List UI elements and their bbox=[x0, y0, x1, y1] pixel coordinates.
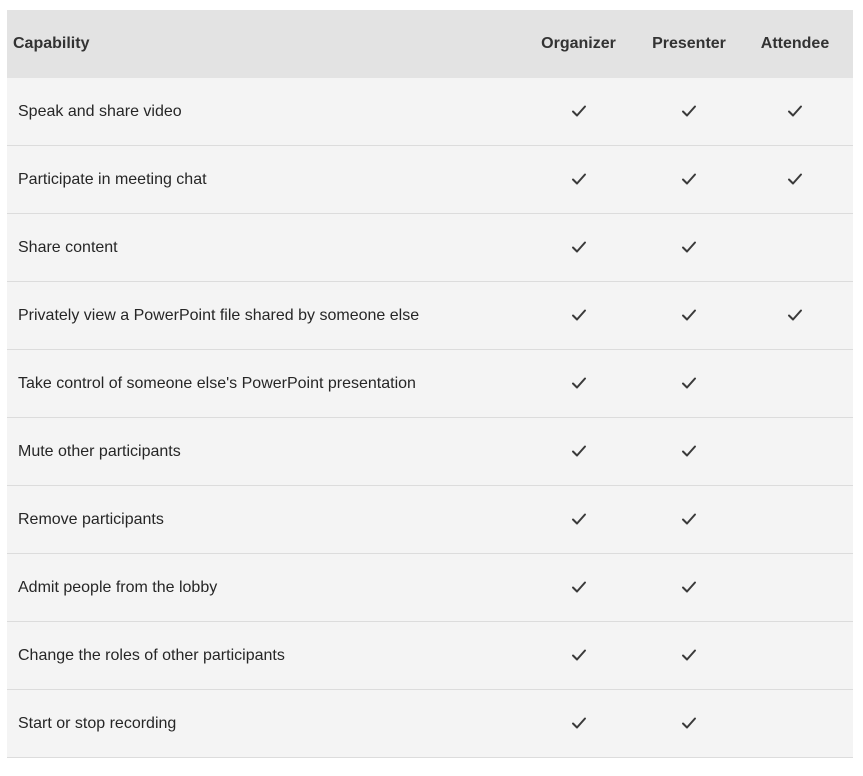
capability-cell: Speak and share video bbox=[18, 102, 182, 120]
capability-cell: Take control of someone else's PowerPoint presentation bbox=[18, 374, 416, 392]
checkmark-icon bbox=[570, 510, 588, 528]
checkmark-icon bbox=[570, 442, 588, 460]
table-row bbox=[7, 350, 853, 418]
checkmark-icon bbox=[680, 102, 698, 120]
checkmark-icon bbox=[680, 374, 698, 392]
capability-cell: Start or stop recording bbox=[18, 714, 177, 732]
attendee-cell bbox=[737, 102, 853, 122]
checkmark-icon bbox=[786, 170, 804, 188]
organizer-cell bbox=[516, 238, 641, 258]
table-row bbox=[7, 418, 853, 486]
checkmark-icon bbox=[570, 238, 588, 256]
organizer-cell bbox=[516, 102, 641, 122]
checkmark-icon bbox=[680, 510, 698, 528]
presenter-cell bbox=[641, 306, 737, 326]
presenter-cell bbox=[641, 442, 737, 462]
header-organizer: Organizer bbox=[541, 35, 616, 52]
table-row bbox=[7, 690, 853, 758]
presenter-cell bbox=[641, 714, 737, 734]
header-attendee: Attendee bbox=[760, 35, 830, 52]
table-header bbox=[7, 10, 853, 78]
table-row bbox=[7, 622, 853, 690]
presenter-cell bbox=[641, 102, 737, 122]
organizer-cell bbox=[516, 646, 641, 666]
table-row bbox=[7, 214, 853, 282]
capability-cell: Admit people from the lobby bbox=[18, 578, 218, 596]
organizer-cell bbox=[516, 510, 641, 530]
presenter-cell bbox=[641, 238, 737, 258]
checkmark-icon bbox=[680, 646, 698, 664]
checkmark-icon bbox=[570, 306, 588, 324]
checkmark-icon bbox=[680, 714, 698, 732]
presenter-cell bbox=[641, 374, 737, 394]
capability-cell: Change the roles of other participants bbox=[18, 646, 285, 664]
organizer-cell bbox=[516, 374, 641, 394]
organizer-cell bbox=[516, 578, 641, 598]
table-row bbox=[7, 554, 853, 622]
organizer-cell bbox=[516, 306, 641, 326]
organizer-cell bbox=[516, 714, 641, 734]
attendee-cell bbox=[737, 170, 853, 190]
presenter-cell bbox=[641, 646, 737, 666]
capability-cell: Participate in meeting chat bbox=[18, 170, 207, 188]
checkmark-icon bbox=[680, 442, 698, 460]
presenter-cell bbox=[641, 170, 737, 190]
checkmark-icon bbox=[570, 374, 588, 392]
table-row bbox=[7, 282, 853, 350]
checkmark-icon bbox=[680, 578, 698, 596]
permissions-table bbox=[7, 10, 853, 758]
organizer-cell bbox=[516, 170, 641, 190]
table-body bbox=[7, 78, 853, 758]
checkmark-icon bbox=[570, 646, 588, 664]
checkmark-icon bbox=[680, 306, 698, 324]
checkmark-icon bbox=[570, 578, 588, 596]
checkmark-icon bbox=[680, 238, 698, 256]
header-capability: Capability bbox=[13, 35, 90, 52]
checkmark-icon bbox=[570, 714, 588, 732]
presenter-cell bbox=[641, 510, 737, 530]
table-row bbox=[7, 146, 853, 214]
header-presenter: Presenter bbox=[652, 35, 726, 52]
capability-cell: Mute other participants bbox=[18, 442, 181, 460]
checkmark-icon bbox=[786, 306, 804, 324]
table-row bbox=[7, 78, 853, 146]
capability-cell: Share content bbox=[18, 238, 118, 256]
checkmark-icon bbox=[680, 170, 698, 188]
checkmark-icon bbox=[570, 102, 588, 120]
organizer-cell bbox=[516, 442, 641, 462]
capability-cell: Privately view a PowerPoint file shared by someone else bbox=[18, 306, 420, 324]
attendee-cell bbox=[737, 306, 853, 326]
presenter-cell bbox=[641, 578, 737, 598]
table-row bbox=[7, 486, 853, 554]
checkmark-icon bbox=[786, 102, 804, 120]
checkmark-icon bbox=[570, 170, 588, 188]
capability-cell: Remove participants bbox=[18, 510, 164, 528]
